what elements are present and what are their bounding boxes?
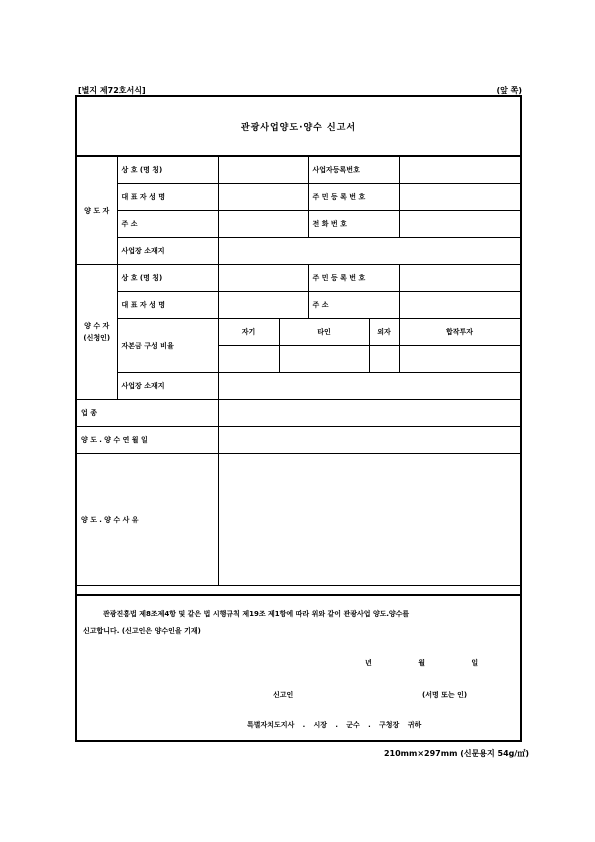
declaration-text-2: 신고합니다. (신고인은 양수인을 기재) — [83, 627, 201, 635]
transferor-row-3 — [77, 211, 520, 238]
capital-joint-venture-field[interactable] — [399, 346, 520, 373]
capital-own-field[interactable] — [218, 346, 279, 373]
transferor-address-field[interactable] — [218, 211, 308, 238]
transferee-address-label: 주 소 — [308, 292, 399, 319]
business-type-row — [77, 400, 520, 427]
transferor-rep-field[interactable] — [218, 184, 308, 211]
transferee-row-1 — [77, 265, 520, 292]
transferor-phone-field[interactable] — [399, 211, 520, 238]
form-number: [별지 제72호서식] — [78, 86, 146, 95]
business-type-label: 업 종 — [77, 400, 218, 427]
transferee-rep-field[interactable] — [218, 292, 308, 319]
paper-size-note: 210mm×297mm (신문용지 54g/㎡) — [383, 749, 529, 758]
declaration-text-1: 관광진흥법 제8조제4항 및 같은 법 시행규칙 제19조 제1항에 따라 위와 같이 관광사업 양도․양수를 — [103, 610, 410, 618]
transferee-office-label: 사업장 소재지 — [117, 373, 218, 400]
signature-label: (서명 또는 인) — [422, 691, 468, 699]
transferor-name-field[interactable] — [218, 157, 308, 184]
transferee-rep-label: 대 표 자 성 명 — [117, 292, 218, 319]
capital-col-other: 타인 — [279, 319, 369, 346]
transferee-idno-label: 주 민 등 록 번 호 — [308, 265, 399, 292]
applicant-label: 신고인 — [273, 691, 294, 699]
reason-field[interactable] — [218, 454, 520, 586]
declaration — [77, 594, 520, 740]
transferor-idno-label: 주 민 등 록 번 호 — [308, 184, 399, 211]
transferor-bizno-label: 사업자등록번호 — [308, 157, 399, 184]
capital-col-joint-venture: 합작투자 — [399, 319, 520, 346]
transferee-row-2 — [77, 292, 520, 319]
transferor-row-2 — [77, 184, 520, 211]
form-table — [77, 157, 520, 586]
reason-label: 양 도 ․ 양 수 사 유 — [77, 454, 218, 586]
transferee-row-office — [77, 373, 520, 400]
transferor-rep-label: 대 표 자 성 명 — [117, 184, 218, 211]
transfer-date-label: 양 도 ․ 양 수 연 월 일 — [77, 427, 218, 454]
business-type-field[interactable] — [218, 400, 520, 427]
capital-header-row — [77, 319, 520, 346]
transferor-row-4 — [77, 238, 520, 265]
transfer-date-field[interactable] — [218, 427, 520, 454]
page-label: (앞 쪽) — [496, 86, 522, 95]
transferor-row-1 — [77, 157, 520, 184]
declaration-date: 년 월 일 — [365, 659, 479, 667]
transferor-phone-label: 전 화 번 호 — [308, 211, 399, 238]
form-title: 관광사업양도·양수 신고서 — [77, 97, 520, 157]
application-form — [75, 95, 522, 742]
transferor-office-field[interactable] — [218, 238, 520, 265]
addressee: 특별자치도지사 ․ 시장 ․ 군수 ․ 구청장 귀하 — [247, 721, 422, 729]
transferee-name-label: 상 호 (명 칭) — [117, 265, 218, 292]
transferor-bizno-field[interactable] — [399, 157, 520, 184]
transfer-date-row — [77, 427, 520, 454]
transferor-address-label: 주 소 — [117, 211, 218, 238]
transferor-name-label: 상 호 (명 칭) — [117, 157, 218, 184]
transferor-idno-field[interactable] — [399, 184, 520, 211]
transferee-address-field[interactable] — [399, 292, 520, 319]
capital-col-foreign: 외자 — [369, 319, 399, 346]
transferee-name-field[interactable] — [218, 265, 308, 292]
reason-row — [77, 454, 520, 586]
capital-col-own: 자기 — [218, 319, 279, 346]
transferor-section-label: 양 도 자 — [77, 157, 117, 265]
transferee-section-label: 양 수 자 (신청인) — [77, 265, 117, 400]
transferee-office-field[interactable] — [218, 373, 520, 400]
transferee-idno-field[interactable] — [399, 265, 520, 292]
capital-ratio-label: 자본금 구성 비율 — [117, 319, 218, 373]
transferor-office-label: 사업장 소재지 — [117, 238, 218, 265]
capital-other-field[interactable] — [279, 346, 369, 373]
capital-foreign-field[interactable] — [369, 346, 399, 373]
